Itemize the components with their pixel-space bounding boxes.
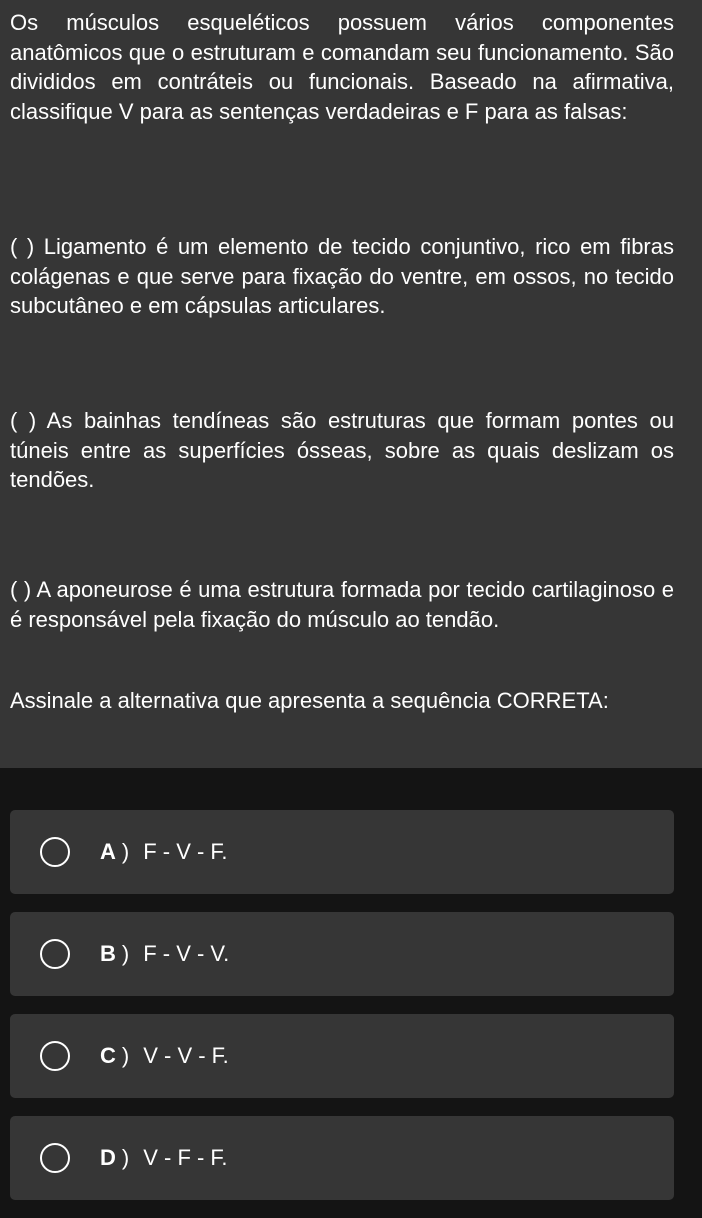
option-paren: ) — [121, 1145, 130, 1170]
statement-2: ( ) As bainhas tendíneas são estruturas que formam pontes ou túneis entre as superfícies ósseas, sobre as quais deslizam os tendões. — [10, 408, 674, 492]
option-c[interactable] — [10, 1014, 674, 1098]
option-paren: ) — [121, 941, 130, 966]
answer-options — [10, 810, 674, 1218]
option-letter: D — [100, 1145, 116, 1170]
option-paren: ) — [121, 1043, 130, 1068]
radio-circle-icon[interactable] — [40, 837, 70, 867]
option-a[interactable] — [10, 810, 674, 894]
option-text: F - V - F. — [143, 839, 228, 864]
option-text: V - F - F. — [143, 1145, 228, 1170]
radio-circle-icon[interactable] — [40, 1041, 70, 1071]
statement-1: ( ) Ligamento é um elemento de tecido conjuntivo, rico em fibras colágenas e que serve para fixação do ventre, em ossos, no tecido subcutâneo e em cápsulas articulares. — [10, 234, 674, 318]
statement-3: ( ) A aponeurose é uma estrutura formada por tecido cartilaginoso e é responsável pela fixação do músculo ao tendão. — [10, 577, 674, 632]
option-d[interactable] — [10, 1116, 674, 1200]
option-b[interactable] — [10, 912, 674, 996]
option-text: F - V - V. — [143, 941, 230, 966]
question-prompt: Assinale a alternativa que apresenta a sequência CORRETA: — [10, 688, 609, 713]
option-letter: C — [100, 1043, 116, 1068]
option-paren: ) — [121, 839, 130, 864]
option-letter: B — [100, 941, 116, 966]
radio-circle-icon[interactable] — [40, 1143, 70, 1173]
option-letter: A — [100, 839, 116, 864]
radio-circle-icon[interactable] — [40, 939, 70, 969]
question-intro: Os músculos esqueléticos possuem vários componentes anatômicos que o estruturam e comandam seu funcionamento. São divididos em contráteis ou funcionais. Baseado na afirmativa, classifique V para as sentenças verdadeiras e F para as falsas: — [10, 10, 674, 124]
option-text: V - V - F. — [143, 1043, 229, 1068]
